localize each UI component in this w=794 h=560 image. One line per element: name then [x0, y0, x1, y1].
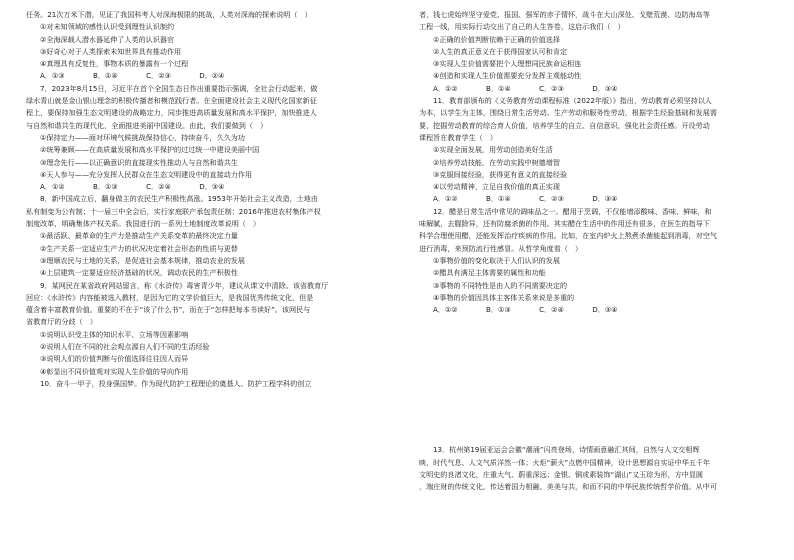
text-line: 制度改革，明确集体产权关系。我国进行的一系列土地制度改革说明（ ）: [26, 219, 261, 229]
text-line: A．①② B．①③ C．②④ D．③④: [433, 305, 618, 315]
text-line: A．①③ B．①④ C．②③ D．②④: [40, 71, 225, 81]
text-line: A．①② B．①④ C．②③ D．③④: [433, 194, 618, 204]
text-line: 绿水青山就是金山银山理念的积极传播者和模范践行者。在全面建设社会主义现代化国家新征: [26, 96, 317, 106]
text-line: A．①② B．①③ C．②④ D．③④: [40, 182, 225, 192]
text-line: 12．醋是日常生活中常见的调味品之一。醋用于烹调，不仅能增添酸味、香味、鲜味，和: [433, 206, 712, 216]
text-line: ④彰显出不同价值观对实现人生价值的导向作用: [40, 366, 189, 376]
text-line: 要，挖掘劳动教育的综合育人价值，培养学生的自立、自信意识，强化社会责任感。开设劳动: [419, 120, 710, 130]
text-line: 与自然和谐共生的现代化，全面推进美丽中国建设。由此，我们要做到（ ）: [26, 120, 268, 130]
text-line: ①实现全面发展，用劳动创造美好生活: [433, 145, 553, 155]
text-line: 任务。21次万米下潜，见证了我国科考人对深海极限的挑战，人类对深海的探索说明（ ）: [26, 10, 312, 19]
text-line: ①说明认识受主体的知识水平、立场等因素影响: [40, 329, 189, 339]
text-line: 8．新中国成立后，翻身做主的农民生产积极性高涨。1953年开始社会主义改造，土地由: [40, 194, 318, 204]
text-line: 科学合理使用醋，还能发挥治疗疾病的作用。比如，在室内炉火上熬煮杀菌能起到消毒，对空气: [419, 231, 717, 241]
text-line: ③好奇心对于人类探索未知世界具有推动作用: [40, 46, 182, 56]
text-line: ②全海深载人潜水器延伸了人类的认识器官: [40, 34, 175, 44]
text-line: 回应：《水浒传》内容能被选入教材，是因为它的文学价值巨大，是我国优秀传统文化，但是: [26, 292, 314, 302]
text-line: 为本，以学生为主体，围绕日常生活劳动、生产劳动和服务性劳动，根据学生经验基础和发展需: [419, 108, 717, 118]
text-line: 工程一线，用实际行动交出了自己的人生答卷，这启示我们（ ）: [419, 22, 625, 32]
left-column: [26, 0, 379, 390]
text-line: ②人生的真正意义在于获得国家认可和肯定: [433, 46, 568, 56]
text-line: ③说明人们的价值判断与价值选择往往因人而异: [40, 354, 189, 364]
text-line: ①正确的价值判断依赖于正确的价值选择: [433, 34, 560, 44]
text-line: 进行消毒，来预防流行性感冒。从哲学角度看（ ）: [419, 243, 583, 253]
top-margin: [419, 0, 772, 9]
text-line: ②生产关系一定适应生产力的状况决定着社会形态的性质与更替: [40, 243, 238, 253]
right-column: [419, 0, 772, 494]
text-line: ③事物的不同特性是由人的不同需要决定的: [433, 280, 568, 290]
text-line: ①最活跃、最革命的生产力是推动生产关系变革的最终决定力量: [40, 231, 238, 241]
text-line: ③理顺农民与土地的关系，是促进社会基本规律，推动农业的发展: [40, 255, 245, 265]
text-line: ②醋具有满足主体需要的属性和功能: [433, 268, 546, 278]
text-line: 私有制变为公有制；十一届三中全会后，实行家庭联产承包责任制；2016年推进农村集体产权: [26, 206, 321, 216]
text-line: ，端庄财的传统文化，传达着国力相融、美美与共，和而不同的中华民族传统哲学价值。从中可: [419, 482, 717, 492]
text-line: ①事物价值的变化取决于人们认识的发展: [433, 255, 560, 265]
blank-space: [419, 316, 772, 444]
text-line: 11．教育部颁布的《义务教育劳动课程标准（2022年版）》指出，劳动教育必须坚持以人: [433, 96, 712, 106]
text-line: ④上层建筑一定要适应经济基础的状况，调动农民的生产积极性: [40, 268, 238, 278]
text-line: ③理念先行——以正确意识的直接现实性推动人与自然和谐共生: [40, 157, 238, 167]
text-line: 程上，要保持加强生态文明建设的战略定力，同步推进高质量发展和高水平保护，加快推进人: [26, 108, 317, 118]
top-margin: [26, 0, 379, 9]
text-line: 蕴含着丰富教育价值。重要的不在于“该了什么书”，而在于“怎样把每本书读好”。该网民与: [26, 305, 311, 315]
text-line: ③克服间接经验，获得更有意义的直接经验: [433, 169, 568, 179]
text-line: ②统筹兼顾——在高质量发展和高水平保护的过过统一中建设美丽中国: [40, 145, 260, 155]
text-line: 10．奋斗一甲子，投身强国梦。作为现代防护工程理论的奠基人、防护工程学科的创立: [40, 378, 312, 388]
text-line: ④真理具有反复性，事物本质的暴露有一个过程: [40, 59, 189, 69]
text-line: ④以劳动精神，立足自我价值的真正实现: [433, 182, 560, 192]
text-line: 文明史的良渚文化，庄重大气、蔚重深远；金银、铜或素装饰“湖山”又玉琮为形，方中显圆: [419, 470, 704, 480]
text-line: 7．2023年8月15日，习近平在首个全国生态日作出重要指示强调，全社会行动起来，做: [40, 83, 318, 93]
text-line: ②培养劳动技能，在劳动实践中树德增智: [433, 157, 560, 167]
text-line: ④天人参与——充分发挥人民群众在生态文明建设中的直接动力作用: [40, 169, 253, 179]
text-line: ①对未知领域的感性认识受到理性认识制约: [40, 22, 175, 32]
text-line: 省教育厅的分歧（ ）: [26, 317, 97, 327]
text-line: 9．某网民在某省政府网站留言，称《水浒传》毒害青少年，建议从课文中清除。该省教育厅: [40, 280, 329, 290]
text-line: 课程旨在教育学生（ ）: [419, 132, 498, 142]
text-line: ③实现人生价值需要把个人理想同民族命运相连: [433, 59, 582, 69]
text-line: 13．杭州第19届亚运会会徽“潮涌”闪亮登场，诗情画意融汇其间，自然与人文交相辉: [433, 445, 700, 455]
text-line: 者，钱七虎始终坚守爱党、报国、强军的赤子情怀，战斗在大山深处、戈壁荒漠、边防海岛等: [419, 10, 710, 19]
text-line: ①保持定力——面对环境气候挑战保持信心，持续奋斗，久久为功: [40, 132, 245, 142]
text-line: 味解腻，去腥除异，还有防腐杀菌的作用。其实醋在生活中的作用还有很多，在医生的指导下: [419, 219, 710, 229]
text-line: A．①② B．①④ C．②③ D．③④: [433, 83, 618, 93]
text-line: 映，时代气息、人文气质洋然一体；火炬“薪火”点燃中国精神，设计思想源自实证中华五千年: [419, 457, 711, 467]
text-line: ④创造和实现人生价值需要充分发挥主观能动性: [433, 71, 582, 81]
text-line: ②说明人们在不同的社会观点源自人们不同的生活经验: [40, 342, 210, 352]
text-line: ④事物的价值因具体主客体关系来说是多重的: [433, 292, 575, 302]
